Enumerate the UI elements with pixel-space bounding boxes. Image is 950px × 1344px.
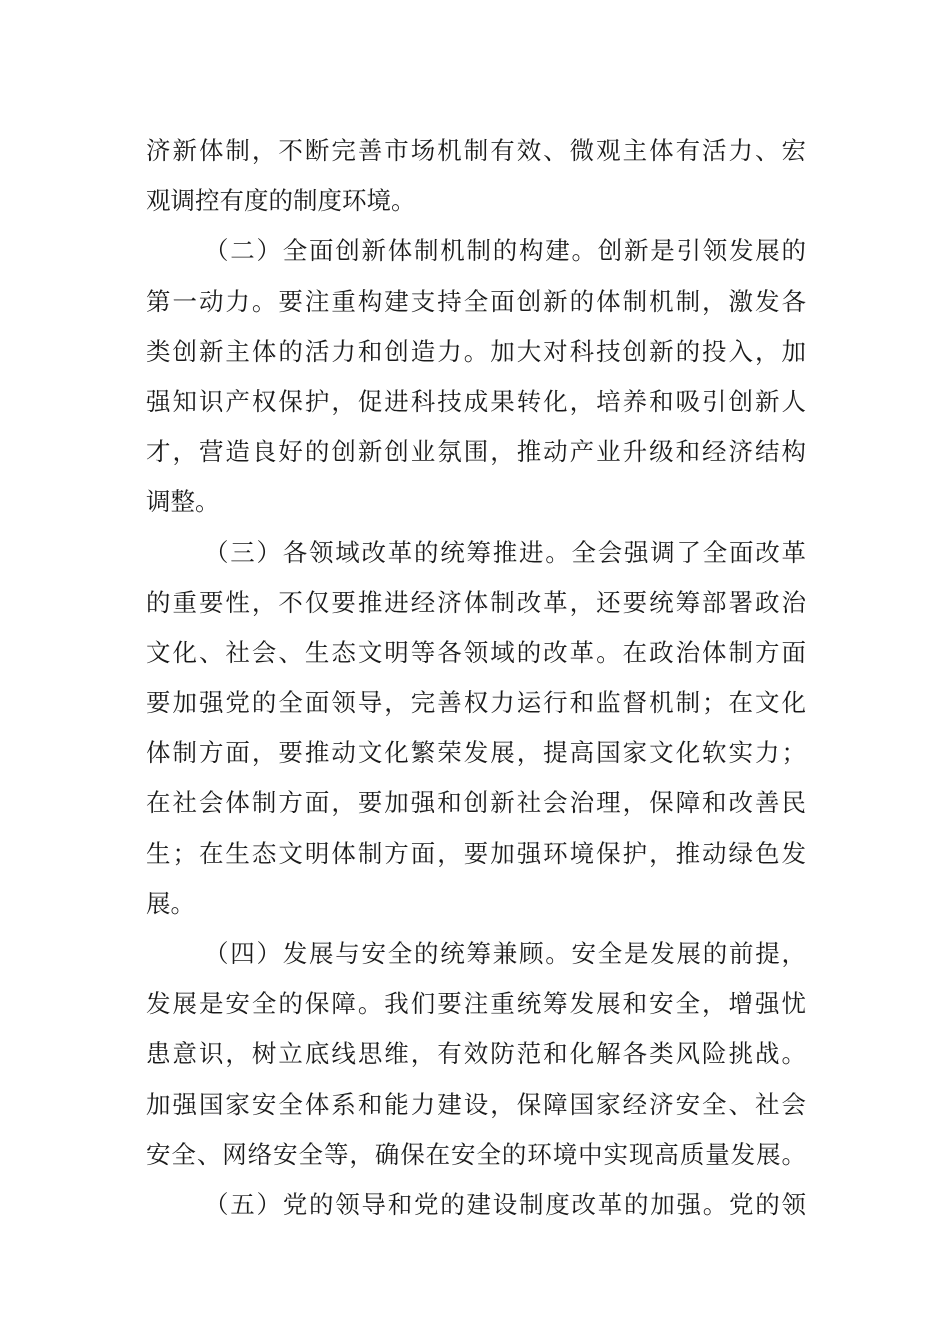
text-line: 才，营造良好的创新创业氛围，推动产业升级和经济结构	[146, 437, 806, 467]
section-heading-line: （三）各领域改革的统筹推进。全会强调了全面改革	[204, 537, 806, 567]
text-line: 要加强党的全面领导，完善权力运行和监督机制；在文化	[146, 688, 806, 718]
text-line: 安全、网络安全等，确保在安全的环境中实现高质量发展。	[146, 1139, 806, 1169]
text-line: 强知识产权保护，促进科技成果转化，培养和吸引创新人	[146, 386, 806, 416]
text-line: 加强国家安全体系和能力建设，保障国家经济安全、社会	[146, 1089, 806, 1119]
section-heading-line: （五）党的领导和党的建设制度改革的加强。党的领	[204, 1189, 806, 1219]
text-line: 展。	[146, 888, 195, 918]
text-line: 文化、社会、生态文明等各领域的改革。在政治体制方面	[146, 637, 806, 667]
text-line: 发展是安全的保障。我们要注重统筹发展和安全，增强忧	[146, 989, 806, 1019]
section-heading-line: （四）发展与安全的统筹兼顾。安全是发展的前提，	[204, 939, 806, 968]
section-heading-line: （二）全面创新体制机制的构建。创新是引领发展的	[204, 236, 806, 266]
text-line: 济新体制，不断完善市场机制有效、微观主体有活力、宏	[146, 136, 806, 165]
text-line: 调整。	[146, 487, 220, 517]
document-body	[146, 126, 806, 1230]
text-line: 类创新主体的活力和创造力。加大对科技创新的投入，加	[146, 336, 806, 366]
text-line: 生；在生态文明体制方面，要加强环境保护，推动绿色发	[146, 838, 806, 868]
text-line: 体制方面，要推动文化繁荣发展，提高国家文化软实力；	[146, 738, 806, 768]
text-line: 在社会体制方面，要加强和创新社会治理，保障和改善民	[146, 788, 806, 818]
text-line: 的重要性，不仅要推进经济体制改革，还要统筹部署政治	[146, 587, 806, 617]
text-line: 第一动力。要注重构建支持全面创新的体制机制，激发各	[146, 286, 806, 316]
text-line: 患意识，树立底线思维，有效防范和化解各类风险挑战。	[146, 1039, 806, 1069]
text-line: 观调控有度的制度环境。	[146, 186, 416, 216]
